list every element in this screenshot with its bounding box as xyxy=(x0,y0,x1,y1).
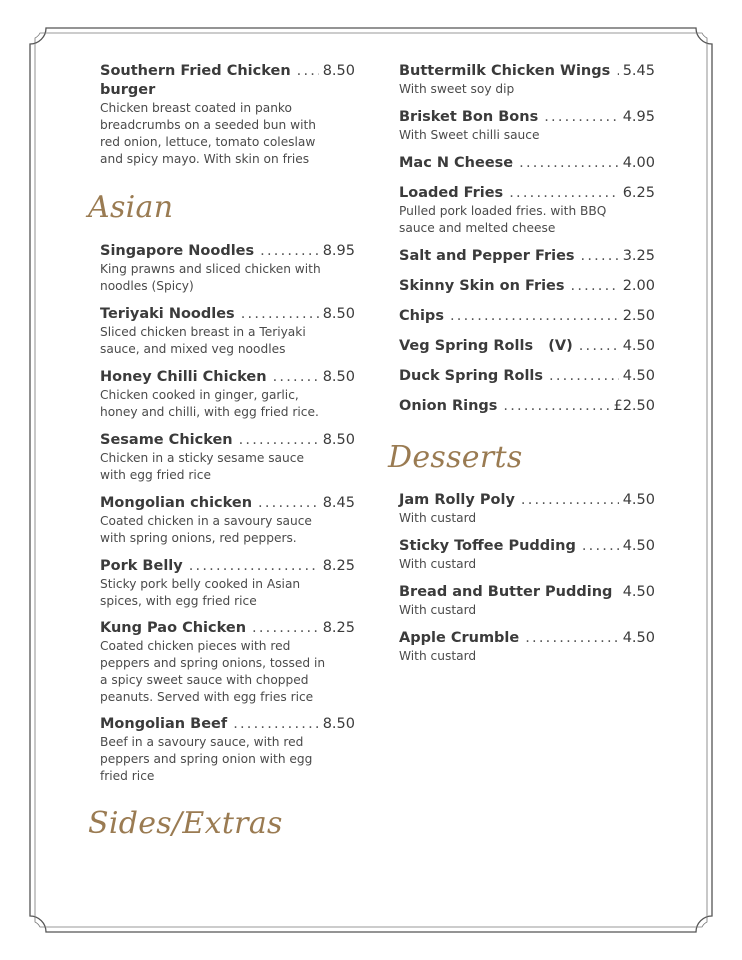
menu-item xyxy=(399,537,655,573)
leader-dots xyxy=(273,368,319,387)
item-price: 8.50 xyxy=(322,432,355,448)
leader-dots xyxy=(581,247,619,266)
item-name: Southern Fried Chicken xyxy=(100,63,291,79)
item-price: 2.00 xyxy=(622,278,655,294)
menu-item xyxy=(399,583,655,619)
menu-item xyxy=(100,431,355,484)
item-name: Sesame Chicken xyxy=(100,432,233,448)
item-price: 4.50 xyxy=(622,584,655,600)
item-name: Duck Spring Rolls xyxy=(399,368,544,384)
leader-dots xyxy=(521,491,619,510)
menu-item xyxy=(100,619,355,706)
menu-item xyxy=(399,154,655,173)
leader-dots xyxy=(241,305,319,324)
menu-item xyxy=(399,108,655,144)
menu-item xyxy=(399,491,655,527)
item-name: Mongolian Beef xyxy=(100,716,228,732)
item-price: 4.00 xyxy=(622,155,655,171)
item-name: Loaded Fries xyxy=(399,185,504,201)
item-name: Sticky Toffee Pudding xyxy=(399,538,576,554)
menu-item xyxy=(100,305,355,358)
item-description: Sticky pork belly cooked in Asian spices, with egg fried rice xyxy=(100,577,301,608)
leader-dots xyxy=(503,397,609,416)
item-name: Apple Crumble xyxy=(399,630,520,646)
leader-dots xyxy=(297,62,319,81)
leader-dots xyxy=(544,108,618,127)
menu-item xyxy=(399,184,655,237)
leader-dots xyxy=(239,431,319,450)
item-name: Pork Belly xyxy=(100,558,183,574)
item-name: Brisket Bon Bons xyxy=(399,109,539,125)
item-description: With sweet soy dip xyxy=(399,82,515,96)
item-name: Chips xyxy=(399,308,444,324)
menu-item xyxy=(100,368,355,421)
leader-dots xyxy=(616,62,618,81)
leader-dots xyxy=(549,367,619,386)
menu-item xyxy=(399,337,655,356)
item-description: Chicken in a sticky sesame sauce with egg fried rice xyxy=(100,451,304,482)
item-price: 4.95 xyxy=(622,109,655,125)
item-name: Jam Rolly Poly xyxy=(399,492,515,508)
item-description: King prawns and sliced chicken with noodles (Spicy) xyxy=(100,262,321,293)
item-description: Coated chicken in a savoury sauce with spring onions, red peppers. xyxy=(100,514,312,545)
leader-dots xyxy=(525,629,618,648)
item-price: 8.50 xyxy=(322,63,355,79)
item-price: 5.45 xyxy=(622,63,655,79)
item-price: 4.50 xyxy=(622,368,655,384)
item-description: With custard xyxy=(399,511,477,525)
item-description: With custard xyxy=(399,649,477,663)
leader-dots xyxy=(233,715,319,734)
item-description: With custard xyxy=(399,603,477,617)
menu-item xyxy=(100,557,355,610)
leader-dots xyxy=(258,494,319,513)
item-description: Beef in a savoury sauce, with red peppers and spring onion with egg fried rice xyxy=(100,735,313,783)
item-description: Chicken breast coated in panko breadcrumbs on a seeded bun with red onion, lettuce, tomato coleslaw and spicy mayo. With skin on fries xyxy=(100,101,316,166)
item-price: 4.50 xyxy=(622,538,655,554)
item-name: Honey Chilli Chicken xyxy=(100,369,267,385)
section-heading-sides: Sides/Extras xyxy=(88,806,283,841)
menu-item xyxy=(399,277,655,296)
item-name: Teriyaki Noodles xyxy=(100,306,235,322)
item-name: Kung Pao Chicken xyxy=(100,620,247,636)
section-heading-asian: Asian xyxy=(88,190,174,225)
item-price: 8.50 xyxy=(322,716,355,732)
item-price: £2.50 xyxy=(613,398,655,414)
item-description: Chicken cooked in ginger, garlic, honey and chilli, with egg fried rice. xyxy=(100,388,319,419)
leader-dots xyxy=(450,307,619,326)
leader-dots xyxy=(519,154,619,173)
item-description: Sliced chicken breast in a Teriyaki sauce, and mixed veg noodles xyxy=(100,325,306,356)
item-price: 2.50 xyxy=(622,308,655,324)
item-name: Singapore Noodles xyxy=(100,243,255,259)
item-name: Skinny Skin on Fries xyxy=(399,278,565,294)
item-name: Buttermilk Chicken Wings xyxy=(399,63,611,79)
item-name-continued: burger xyxy=(100,82,156,98)
item-price: 4.50 xyxy=(622,630,655,646)
leader-dots xyxy=(509,184,619,203)
menu-item xyxy=(100,62,355,168)
menu-item xyxy=(399,629,655,665)
menu-item xyxy=(399,367,655,386)
item-price: 8.95 xyxy=(322,243,355,259)
leader-dots xyxy=(252,619,319,638)
item-price: 3.25 xyxy=(622,248,655,264)
item-name: Mongolian chicken xyxy=(100,495,253,511)
item-price: 6.25 xyxy=(622,185,655,201)
menu-item xyxy=(399,247,655,266)
menu-item xyxy=(100,715,355,785)
item-description: Pulled pork loaded fries. with BBQ sauce and melted cheese xyxy=(399,204,607,235)
item-name: Onion Rings xyxy=(399,398,498,414)
leader-dots xyxy=(582,537,619,556)
menu-item xyxy=(399,397,655,416)
item-description: Coated chicken pieces with red peppers and spring onions, tossed in a spicy sweet sauce with chopped peanuts. Served with egg fries rice xyxy=(100,639,326,704)
item-price: 8.45 xyxy=(322,495,355,511)
leader-dots xyxy=(579,337,619,356)
menu-item xyxy=(100,242,355,295)
item-description: With Sweet chilli sauce xyxy=(399,128,540,142)
item-name: Veg Spring Rolls (V) xyxy=(399,338,573,354)
item-name: Bread and Butter Pudding xyxy=(399,584,613,600)
item-description: With custard xyxy=(399,557,477,571)
item-price: 8.50 xyxy=(322,369,355,385)
section-heading-desserts: Desserts xyxy=(388,440,523,475)
item-price: 4.50 xyxy=(622,338,655,354)
item-name: Mac N Cheese xyxy=(399,155,514,171)
menu-item xyxy=(100,494,355,547)
item-price: 8.25 xyxy=(322,620,355,636)
menu-item xyxy=(399,307,655,326)
item-name: Salt and Pepper Fries xyxy=(399,248,575,264)
leader-dots xyxy=(571,277,619,296)
leader-dots xyxy=(260,242,319,261)
item-price: 8.50 xyxy=(322,306,355,322)
menu-item xyxy=(399,62,655,98)
item-price: 8.25 xyxy=(322,558,355,574)
leader-dots xyxy=(189,557,319,576)
item-price: 4.50 xyxy=(622,492,655,508)
